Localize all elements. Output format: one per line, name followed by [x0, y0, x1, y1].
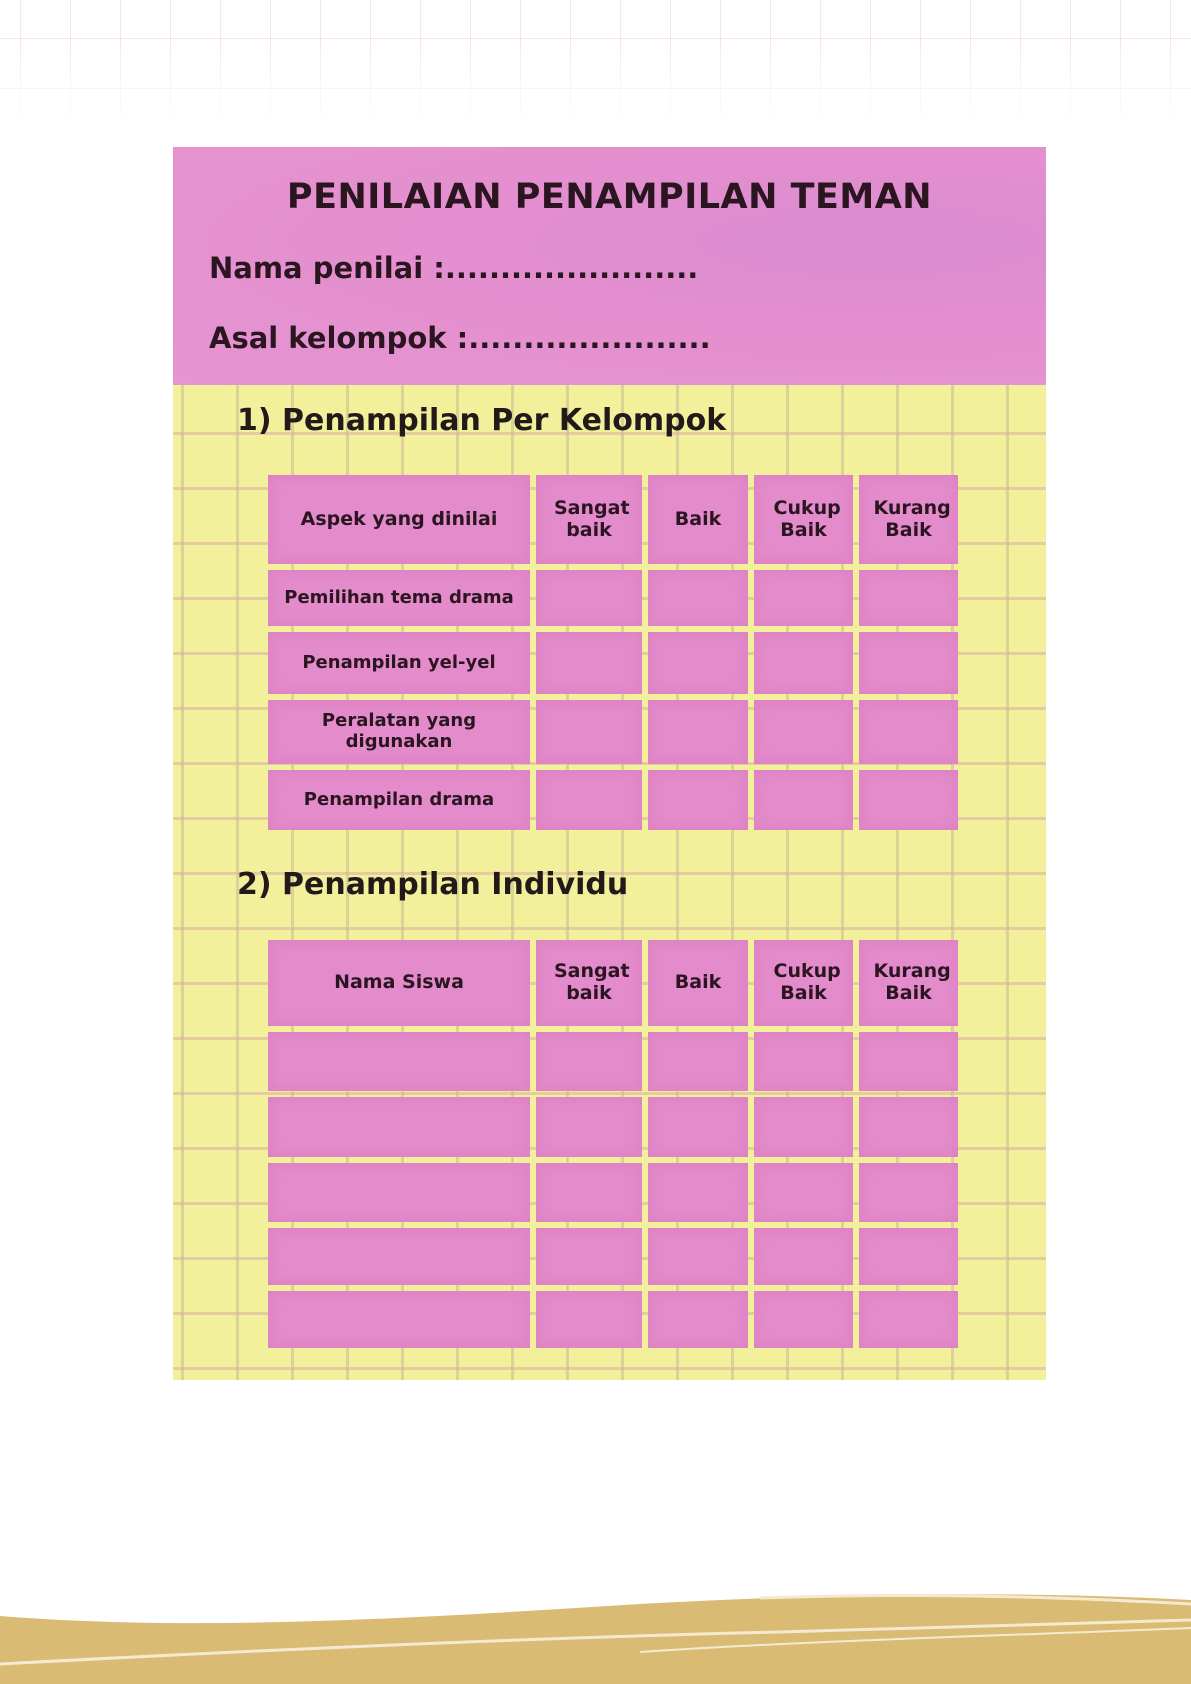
table2-cell[interactable]: [648, 1163, 748, 1222]
table2-cell[interactable]: [754, 1163, 853, 1222]
table2-header-name: Nama Siswa: [268, 940, 530, 1026]
table1-cell[interactable]: [648, 700, 748, 764]
table2-cell[interactable]: [754, 1032, 853, 1091]
table2-header-poor: Kurang Baik: [859, 940, 958, 1026]
table1-row-label: Pemilihan tema drama: [268, 570, 530, 626]
table2-header-good: Baik: [648, 940, 748, 1026]
table2-name-cell[interactable]: [268, 1097, 530, 1157]
table2-name-cell[interactable]: [268, 1163, 530, 1222]
table1-cell[interactable]: [536, 632, 642, 694]
table1-cell[interactable]: [754, 770, 853, 830]
table1-cell[interactable]: [536, 570, 642, 626]
table1-cell[interactable]: [859, 770, 958, 830]
table1-header-very-good: Sangat baik: [536, 475, 642, 564]
table2-name-cell[interactable]: [268, 1032, 530, 1091]
table2-cell[interactable]: [648, 1097, 748, 1157]
table2-cell[interactable]: [536, 1097, 642, 1157]
table1-cell[interactable]: [536, 700, 642, 764]
table1-cell[interactable]: [754, 632, 853, 694]
table1-cell[interactable]: [754, 700, 853, 764]
group-origin-field[interactable]: Asal kelompok :......................: [209, 321, 711, 355]
table2-cell[interactable]: [859, 1032, 958, 1091]
table2-cell[interactable]: [648, 1032, 748, 1091]
table1-cell[interactable]: [536, 770, 642, 830]
table2-cell[interactable]: [754, 1228, 853, 1285]
table2-cell[interactable]: [648, 1228, 748, 1285]
table1-cell[interactable]: [648, 570, 748, 626]
table1-cell[interactable]: [859, 700, 958, 764]
table2-cell[interactable]: [859, 1228, 958, 1285]
individual-assessment-table: [268, 940, 958, 1350]
table2-cell[interactable]: [536, 1032, 642, 1091]
table2-name-cell[interactable]: [268, 1228, 530, 1285]
table1-header-poor: Kurang Baik: [859, 475, 958, 564]
table1-row-label: Peralatan yang digunakan: [268, 700, 530, 764]
table1-header-fair: Cukup Baik: [754, 475, 853, 564]
table1-row-label: Penampilan yel-yel: [268, 632, 530, 694]
table1-cell[interactable]: [754, 570, 853, 626]
assessment-worksheet: [173, 147, 1046, 1380]
footer-wave-decoration: [0, 1580, 1191, 1684]
table1-cell[interactable]: [859, 632, 958, 694]
top-grid-decoration: [0, 0, 1191, 130]
table2-name-cell[interactable]: [268, 1291, 530, 1348]
table1-row-label: Penampilan drama: [268, 770, 530, 830]
table1-header-good: Baik: [648, 475, 748, 564]
worksheet-header: [173, 147, 1046, 385]
footer-wave-fill: [0, 1594, 1191, 1684]
group-assessment-table: [268, 475, 958, 830]
table2-cell[interactable]: [536, 1291, 642, 1348]
table2-cell[interactable]: [859, 1097, 958, 1157]
table2-cell[interactable]: [754, 1291, 853, 1348]
table2-cell[interactable]: [859, 1163, 958, 1222]
table2-header-very-good: Sangat baik: [536, 940, 642, 1026]
table1-cell[interactable]: [859, 570, 958, 626]
table1-cell[interactable]: [648, 770, 748, 830]
table1-cell[interactable]: [648, 632, 748, 694]
section-1-title: 1) Penampilan Per Kelompok: [237, 403, 727, 438]
table2-cell[interactable]: [859, 1291, 958, 1348]
table2-cell[interactable]: [536, 1163, 642, 1222]
table2-cell[interactable]: [648, 1291, 748, 1348]
table1-header-aspect: Aspek yang dinilai: [268, 475, 530, 564]
table2-header-fair: Cukup Baik: [754, 940, 853, 1026]
table2-cell[interactable]: [754, 1097, 853, 1157]
worksheet-title: PENILAIAN PENAMPILAN TEMAN: [286, 177, 933, 217]
table2-cell[interactable]: [536, 1228, 642, 1285]
assessor-name-field[interactable]: Nama penilai :.......................: [209, 251, 699, 285]
section-2-title: 2) Penampilan Individu: [237, 867, 629, 902]
